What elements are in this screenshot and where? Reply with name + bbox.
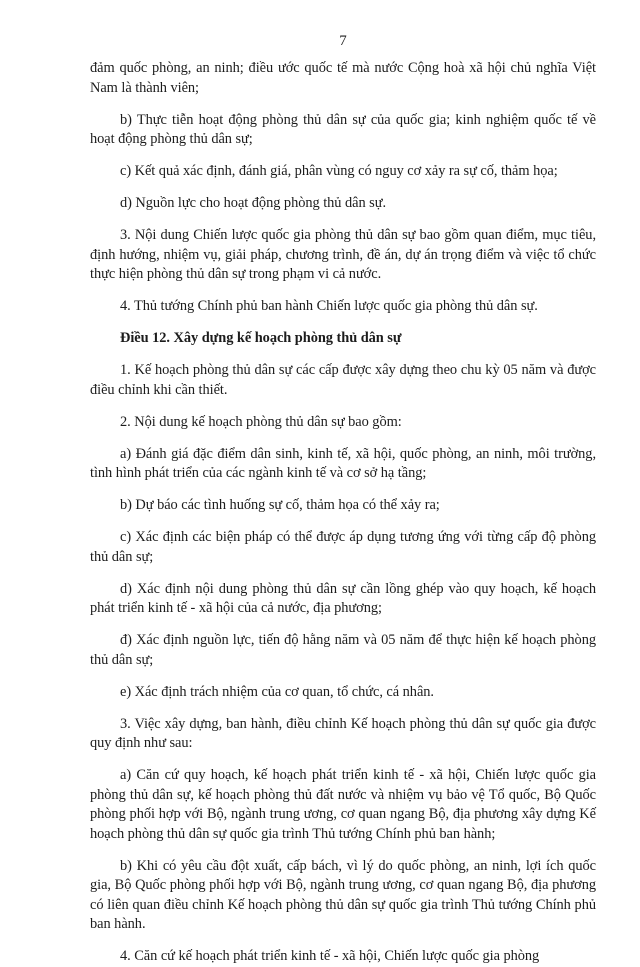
paragraph-art12-item-a: a) Đánh giá đặc điểm dân sinh, kinh tế, xã hội, quốc phòng, an ninh, môi trường, tình hình phát triển của các ngành kinh tế và cơ sở hạ tầng; [90, 445, 596, 481]
page-number: 7 [339, 33, 347, 49]
paragraph-art12-item-d: d) Xác định nội dung phòng thủ dân sự cần lồng ghép vào quy hoạch, kế hoạch phát triển kinh tế - xã hội của cả nước, địa phương; [90, 580, 596, 616]
paragraph-art12-item-c: c) Xác định các biện pháp có thể được áp dụng tương ứng với từng cấp độ phòng thủ dân sự; [90, 529, 596, 565]
paragraph-continuation: đảm quốc phòng, an ninh; điều ước quốc tế mà nước Cộng hoà xã hội chủ nghĩa Việt Nam là thành viên; [90, 60, 596, 96]
paragraph-art12-item-dd: đ) Xác định nguồn lực, tiến độ hằng năm và 05 năm để thực hiện kế hoạch phòng thủ dân sự; [90, 632, 596, 668]
paragraph-art12-clause-1: 1. Kế hoạch phòng thủ dân sự các cấp được xây dựng theo chu kỳ 05 năm và được điều chỉnh khi cần thiết. [90, 362, 596, 398]
paragraph-art12-item-e: e) Xác định trách nhiệm của cơ quan, tổ chức, cá nhân. [120, 683, 434, 700]
paragraph-art12-clause-3-item-a: a) Căn cứ quy hoạch, kế hoạch phát triển kinh tế - xã hội, Chiến lược quốc gia phòng thủ dân sự, kế hoạch phòng thủ đất nước và nhiệm vụ bảo vệ Tổ quốc, Bộ Quốc phòng phối hợp với Bộ, ngành trung ương, cơ quan ngang Bộ, địa phương xây dựng Kế hoạch phòng thủ dân sự quốc gia trình Thủ tướng Chính phủ ban hành; [90, 767, 596, 842]
paragraph-clause-4: 4. Thủ tướng Chính phủ ban hành Chiến lược quốc gia phòng thủ dân sự. [120, 298, 538, 314]
paragraph-art12-clause-2: 2. Nội dung kế hoạch phòng thủ dân sự bao gồm: [120, 413, 402, 430]
paragraph-item-b: b) Thực tiễn hoạt động phòng thủ dân sự của quốc gia; kinh nghiệm quốc tế về hoạt động phòng thủ dân sự; [90, 111, 596, 147]
paragraph-item-d: d) Nguồn lực cho hoạt động phòng thủ dân sự. [120, 195, 387, 211]
paragraph-item-c: c) Kết quả xác định, đánh giá, phân vùng có nguy cơ xảy ra sự cố, thảm họa; [120, 163, 558, 179]
paragraph-clause-3: 3. Nội dung Chiến lược quốc gia phòng thủ dân sự bao gồm quan điểm, mục tiêu, định hướng, nhiệm vụ, giải pháp, chương trình, đề án, dự án trọng điểm và việc tổ chức thực hiện phòng thủ dân sự trong phạm vi cả nước. [90, 227, 596, 282]
paragraph-art12-clause-3-item-b: b) Khi có yêu cầu đột xuất, cấp bách, vì lý do quốc phòng, an ninh, lợi ích quốc gia, Bộ Quốc phòng phối hợp với Bộ, ngành trung ương, cơ quan ngang Bộ, địa phương có liên quan điều chỉnh Kế hoạch phòng thủ dân sự quốc gia trình Thủ tướng Chính phủ ban hành. [90, 857, 596, 932]
paragraph-art12-clause-3: 3. Việc xây dựng, ban hành, điều chỉnh Kế hoạch phòng thủ dân sự quốc gia được quy định như sau: [90, 715, 596, 751]
paragraph-art12-item-b: b) Dự báo các tình huống sự cố, thảm họa có thể xảy ra; [120, 497, 440, 513]
article-12-heading: Điều 12. Xây dựng kế hoạch phòng thủ dân sự [120, 330, 402, 346]
paragraph-art12-clause-4: 4. Căn cứ kế hoạch phát triển kinh tế - xã hội, Chiến lược quốc gia phòng [120, 948, 540, 964]
